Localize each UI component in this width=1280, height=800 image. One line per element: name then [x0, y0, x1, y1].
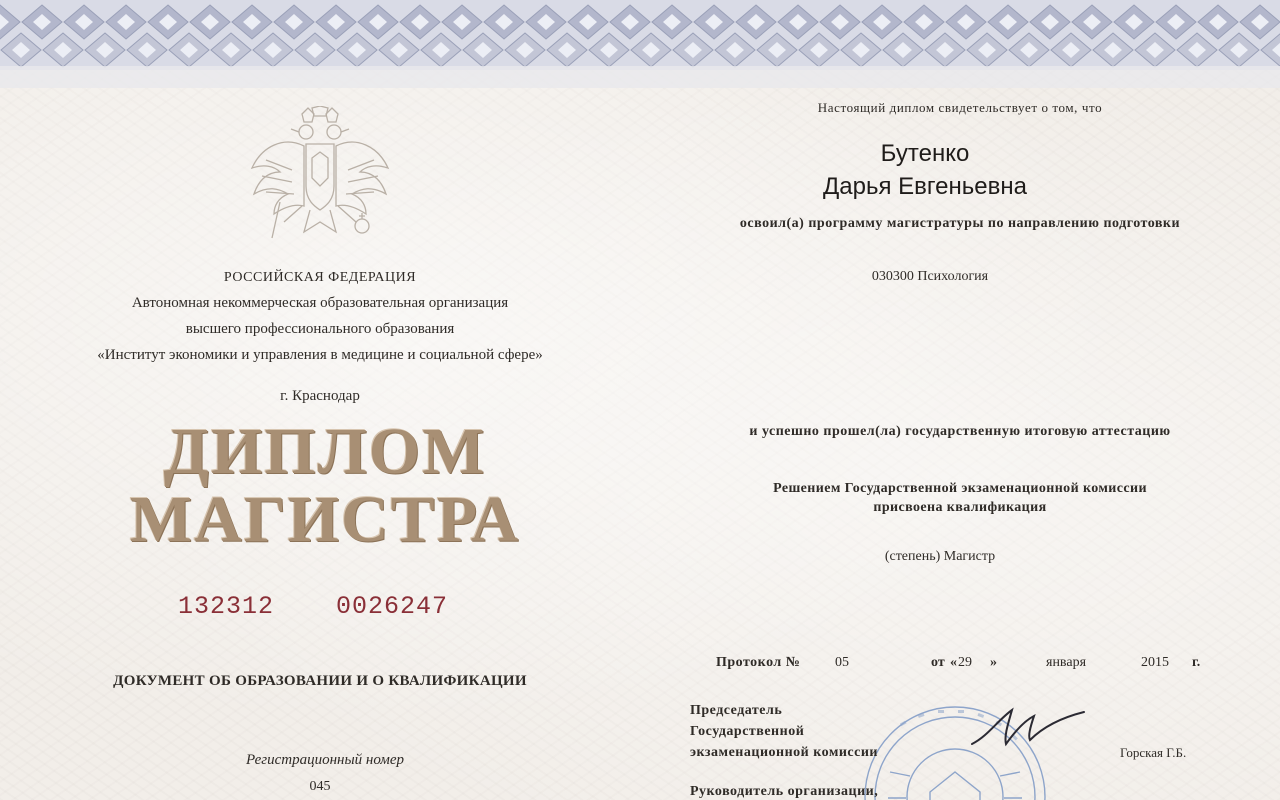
program-text: освоил(а) программу магистратуры по направлению подготовки	[739, 216, 1181, 231]
protocol-month: января	[1046, 655, 1087, 670]
chair-title-line-1: Председатель	[690, 703, 783, 718]
serial-series: 132312	[178, 592, 275, 621]
diploma-title-line-1: ДИПЛОМ	[163, 415, 487, 488]
decorative-border-band	[0, 0, 1280, 88]
registration-label: Регистрационный номер	[245, 752, 404, 768]
organization-line-3: «Институт экономики и управления в медицине и социальной сфере»	[97, 347, 543, 363]
protocol-open-quote: «	[950, 655, 957, 670]
diploma-title-line-2: МАГИСТРА	[129, 483, 521, 556]
specialty: 030300 Психология	[871, 269, 989, 284]
certify-text: Настоящий диплом свидетельствует о том, что	[817, 100, 1103, 115]
document-type: ДОКУМЕНТ ОБ ОБРАЗОВАНИИ И О КВАЛИФИКАЦИИ	[113, 673, 527, 689]
serial-number: 0026247	[336, 592, 449, 621]
protocol-day: 29	[958, 655, 972, 670]
chair-name: Горская Г.Б.	[1120, 745, 1187, 760]
decision-line-1: Решением Государственной экзаменационной комиссии	[773, 481, 1147, 496]
organization-line-1: Автономная некоммерческая образовательная организация	[131, 295, 509, 311]
protocol-number: 05	[835, 655, 849, 670]
country-name: РОССИЙСКАЯ ФЕДЕРАЦИЯ	[223, 270, 417, 285]
protocol-year-suffix: г.	[1192, 655, 1201, 670]
protocol-close-quote: »	[990, 655, 997, 670]
decision-line-2: присвоена квалификация	[873, 500, 1047, 515]
double-headed-eagle-emblem	[244, 106, 396, 250]
attestation-text: и успешно прошел(ла) государственную итоговую аттестацию	[749, 424, 1171, 439]
protocol-label: Протокол №	[716, 655, 801, 670]
protocol-from: от	[931, 655, 945, 670]
city: г. Краснодар	[280, 388, 360, 404]
registration-number: 045	[309, 779, 331, 794]
graduate-surname: Бутенко	[880, 140, 970, 167]
protocol-year: 2015	[1141, 655, 1169, 670]
head-of-organization-label: Руководитель организации,	[690, 784, 879, 799]
chair-title-line-2: Государственной	[690, 724, 805, 739]
graduate-given-names: Дарья Евгеньевна	[823, 173, 1027, 200]
chair-title-line-3: экзаменационной комиссии	[690, 745, 878, 760]
organization-line-2: высшего профессионального образования	[185, 321, 455, 337]
degree: (степень) Магистр	[884, 549, 996, 564]
chair-signature	[968, 700, 1088, 760]
